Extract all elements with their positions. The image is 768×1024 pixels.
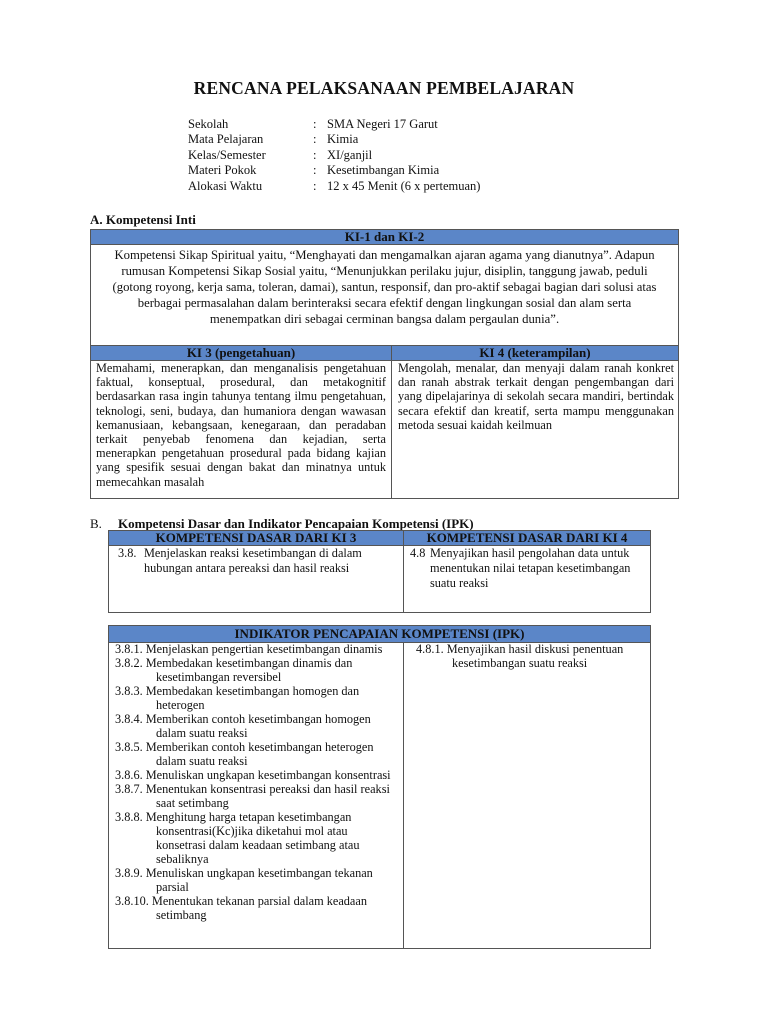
info-label: Kelas/Semester	[188, 147, 266, 162]
info-label: Mata Pelajaran	[188, 132, 264, 147]
document-title: RENCANA PELAKSANAAN PEMBELAJARAN	[193, 78, 575, 98]
info-label: Alokasi Waktu	[188, 178, 263, 193]
ki12-text: Kompetensi Sikap Spiritual yaitu, “Menghayati dan mengamalkan ajaran agama yang dianutnya”. Adapun rumusan Kompetensi Sikap Sosial yaitu, “Menunjukkan perilaku jujur, disiplin, tanggung jawab, peduli (gotong royong, kerja sama, toleran, damai), santun, responsif, dan pro-aktif sebagai bagian dari solusi atas berbagai permasalahan dalam berinteraksi secara efektif dengan lingkungan sosial dan alam serta menempatkan diri sebagai cerminan bangsa dalam pergaulan dunia”.	[112, 248, 657, 326]
ipk3-item: 3.8.9. Menuliskan ungkapan kesetimbangan tekanan parsial	[115, 865, 373, 894]
ipk3-item: 3.8.3. Membedakan kesetimbangan homogen dan heterogen	[115, 684, 360, 712]
ipk3-item: 3.8.5. Memberikan contoh kesetimbangan heterogen dalam suatu reaksi	[115, 740, 374, 768]
ki3-text: Memahami, menerapkan, dan menganalisis pengetahuan faktual, konseptual, prosedural, dan metakognitif berdasarkan rasa ingin tahunya tentang ilmu pengetahuan, teknologi, seni, budaya, dan humaniora dengan wawasan kemanusiaan, kebangsaan, kenegaraan, dan peradaban terkait penyebab fenomena dan kejadian, serta menerapkan pengetahuan prosedural pada bidang kajian yang spesifik sesuai dengan bakat dan minatnya untuk memecahkan masalah	[96, 361, 386, 489]
kd3-number: 3.8.	[118, 546, 137, 560]
kd4-header: KOMPETENSI DASAR DARI KI 4	[404, 531, 651, 546]
info-value: Kesetimbangan Kimia	[327, 163, 440, 178]
info-label: Sekolah	[188, 117, 229, 131]
ipk3-item: 3.8.8. Menghitung harga tetapan kesetimbangan konsentrasi(Kc)jika diketahui mol atau konsetrasi dalam keadaan setimbang atau sebaliknya	[115, 810, 360, 866]
info-value: Kimia	[327, 132, 359, 147]
info-sep: :	[313, 147, 317, 162]
ipk3-item: 3.8.7. Menentukan konsentrasi pereaksi dan hasil reaksi saat setimbang	[115, 782, 390, 811]
ipk3-item: 3.8.4. Memberikan contoh kesetimbangan homogen dalam suatu reaksi	[115, 712, 371, 740]
kd4-text: Menyajikan hasil pengolahan data untuk menentukan nilai tetapan kesetimbangan suatu reaksi	[430, 546, 631, 590]
ipk3-item: 3.8.1. Menjelaskan pengertian kesetimbangan dinamis	[115, 642, 383, 656]
section-b-heading: Kompetensi Dasar dan Indikator Pencapaian Kompetensi (IPK)	[118, 516, 474, 531]
ki4-text: Mengolah, menalar, dan menyaji dalam ranah konkret dan ranah abstrak terkait dengan pengembangan dari yang dipelajarinya di sekolah secara mandiri, bertindak secara efektif dan kreatif, serta mampu menggunakan metoda sesuai kaidah keilmuan	[398, 361, 674, 432]
kd4-number: 4.8	[410, 546, 426, 560]
info-value: XI/ganjil	[327, 147, 373, 162]
ipk3-list	[109, 643, 403, 922]
info-sep: :	[313, 117, 317, 131]
ipk3-item: 3.8.2. Membedakan kesetimbangan dinamis dan kesetimbangan reversibel	[115, 656, 353, 684]
identity-block	[188, 117, 548, 197]
ipk4-list	[404, 643, 650, 671]
kd3-header: KOMPETENSI DASAR DARI KI 3	[109, 531, 404, 546]
ipk-header: INDIKATOR PENCAPAIAN KOMPETENSI (IPK)	[109, 626, 651, 643]
info-value: SMA Negeri 17 Garut	[327, 117, 438, 131]
info-value: 12 x 45 Menit (6 x pertemuan)	[327, 178, 481, 193]
info-sep: :	[313, 132, 317, 147]
ipk3-item: 3.8.10. Menentukan tekanan parsial dalam keadaan setimbang	[115, 893, 367, 922]
info-label: Materi Pokok	[188, 163, 257, 178]
info-sep: :	[313, 163, 317, 178]
ki12-header: KI-1 dan KI-2	[91, 230, 679, 245]
section-b-letter: B.	[90, 516, 102, 531]
ipk4-item: 4.8.1. Menyajikan hasil diskusi penentuan kesetimbangan suatu reaksi	[416, 642, 624, 670]
kompetensi-dasar-table	[108, 530, 651, 949]
info-sep: :	[313, 178, 317, 193]
kd3-text: Menjelaskan reaksi kesetimbangan di dalam hubungan antara pereaksi dan hasil reaksi	[144, 546, 362, 575]
section-a-heading: A. Kompetensi Inti	[90, 212, 196, 227]
ipk3-item: 3.8.6. Menuliskan ungkapan kesetimbangan konsentrasi	[115, 768, 391, 783]
ki3-header: KI 3 (pengetahuan)	[91, 346, 392, 361]
kompetensi-inti-table	[90, 229, 679, 499]
ki4-header: KI 4 (keterampilan)	[392, 346, 679, 361]
